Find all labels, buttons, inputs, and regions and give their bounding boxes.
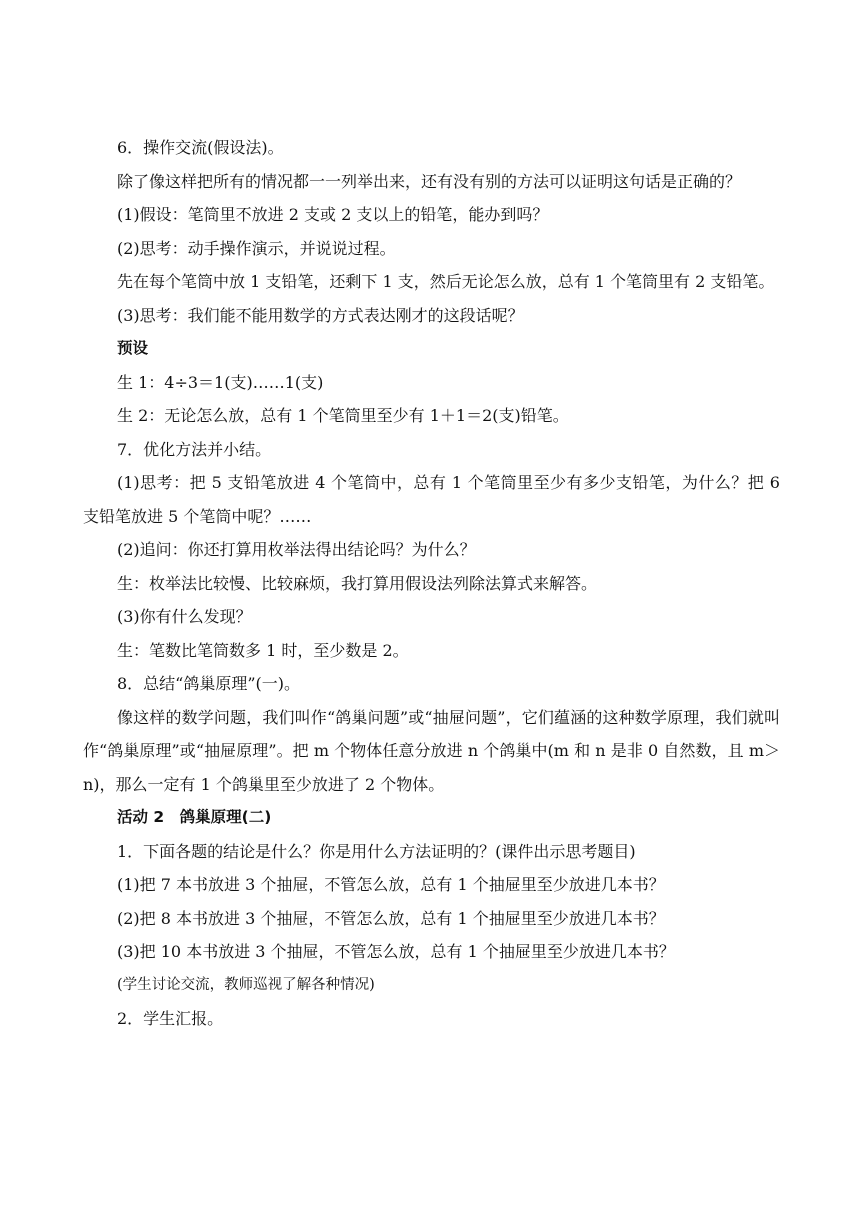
teacher-note: (学生讨论交流，教师巡视了解各种情况) — [117, 976, 375, 993]
student-1-answer: 生 1：4÷3＝1(支)……1(支) — [117, 372, 324, 392]
question-paragraph: 除了像这样把所有的情况都一一列举出来，还有没有别的方法可以证明这句话是正确的？ — [117, 171, 742, 191]
optimize-question: (1)思考：把 5 支铅笔放进 4 个笔筒中，总有 1 个笔筒里至少有多少支铅笔，为什么？把 6 支铅笔放进 5 个笔筒中呢？…… — [83, 473, 780, 526]
problem-2: (2)把 8 本书放进 3 个抽屉，不管怎么放，总有 1 个抽屉里至少放进几本书？ — [117, 908, 665, 928]
activity-2-heading: 活动 2 鸽巢原理(二) — [117, 808, 272, 826]
document-body — [83, 131, 780, 1036]
think-item-3: (3)思考：我们能不能用数学的方式表达刚才的这段话呢？ — [117, 305, 524, 325]
activity-2-question: 1．下面各题的结论是什么？你是用什么方法证明的？(课件出示思考题目) — [117, 841, 636, 861]
principle-summary: 像这样的数学问题，我们叫作“鸽巢问题”或“抽屉问题”，它们蕴涵的这种数学原理，我们就叫作“鸽巢原理”或“抽屉原理”。把 m 个物体任意分放进 n 个鸽巢中(m 和 n 是非 0 自然数，且 m＞n)，那么一定有 1 个鸽巢里至少放进了 2 个物体。 — [83, 707, 780, 794]
step-7-heading: 7．优化方法并小结。 — [117, 439, 272, 459]
step-6-heading: 6．操作交流(假设法)。 — [117, 138, 284, 157]
think-item-2: (2)思考：动手操作演示，并说说过程。 — [117, 238, 396, 258]
preset-label: 预设 — [117, 339, 149, 357]
problem-1: (1)把 7 本书放进 3 个抽屉，不管怎么放，总有 1 个抽屉里至少放进几本书？ — [117, 875, 665, 894]
assumption-item: (1)假设：笔筒里不放进 2 支或 2 支以上的铅笔，能办到吗？ — [117, 205, 549, 224]
problem-3: (3)把 10 本书放进 3 个抽屉，不管怎么放，总有 1 个抽屉里至少放进几本书？ — [117, 942, 675, 961]
step-8-heading: 8．总结“鸽巢原理”(一)。 — [117, 674, 301, 693]
student-report: 2．学生汇报。 — [117, 1009, 224, 1028]
student-answer-discovery: 生：笔数比笔筒数多 1 时，至少数是 2。 — [117, 640, 409, 660]
explanation-paragraph: 先在每个笔筒中放 1 支铅笔，还剩下 1 支，然后无论怎么放，总有 1 个笔筒里有 2 支铅笔。 — [117, 272, 775, 291]
student-2-answer: 生 2：无论怎么放，总有 1 个笔筒里至少有 1＋1＝2(支)铅笔。 — [117, 406, 569, 425]
follow-up-question: (2)追问：你还打算用枚举法得出结论吗？为什么？ — [117, 540, 476, 559]
discovery-question: (3)你有什么发现？ — [117, 607, 252, 626]
student-answer-method: 生：枚举法比较慢、比较麻烦，我打算用假设法列除法算式来解答。 — [117, 573, 598, 593]
